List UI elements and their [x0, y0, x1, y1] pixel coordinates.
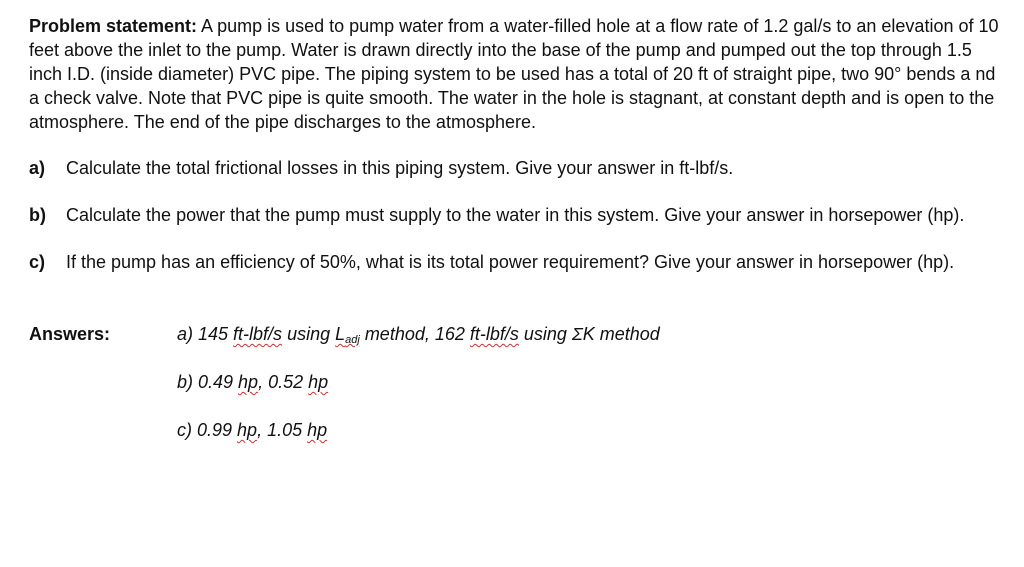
- answer-a-prefix: a) 145: [177, 324, 234, 344]
- question-c: [29, 250, 1004, 274]
- answer-c: [177, 418, 327, 442]
- document: [29, 14, 1004, 452]
- answer-c-unit-2: hp: [307, 420, 328, 440]
- question-a-text: Calculate the total frictional losses in this piping system. Give your answer in ft-lbf/s.: [66, 158, 734, 178]
- question-a: [29, 156, 1004, 180]
- answer-b-unit-1: hp: [238, 372, 259, 392]
- answer-b-middle: , 0.52: [258, 372, 309, 392]
- answer-a-method-symbol: [335, 324, 360, 344]
- answer-a-unit-2: ft-lbf/s: [469, 324, 519, 344]
- answer-a-method-main: L: [335, 324, 346, 344]
- answer-a-method-subscript: adj: [345, 334, 360, 346]
- answer-c-middle: , 1.05: [257, 420, 308, 440]
- answer-a-middle: method, 162: [359, 324, 470, 344]
- answer-b-unit-2: hp: [308, 372, 329, 392]
- answers-label: Answers:: [29, 324, 111, 344]
- answer-c-prefix: c) 0.99: [177, 420, 238, 440]
- question-b-text: Calculate the power that the pump must supply to the water in this system. Give your answer in horsepower (hp).: [66, 205, 965, 225]
- answer-b: [177, 370, 328, 394]
- question-c-text: If the pump has an efficiency of 50%, what is its total power requirement? Give your answer in horsepower (hp).: [66, 252, 955, 272]
- answer-b-prefix: b) 0.49: [177, 372, 239, 392]
- question-c-label: c): [29, 252, 46, 272]
- answer-c-unit-1: hp: [237, 420, 258, 440]
- question-b: [29, 203, 1004, 227]
- answer-a-unit-1: ft-lbf/s: [233, 324, 283, 344]
- answer-a-using: using: [282, 324, 336, 344]
- problem-statement-text: A pump is used to pump water from a water-filled hole at a flow rate of 1.2 gal/s to an elevation of 10 feet above the inlet to the pump. Water is drawn directly into the base of the pump and pumped out the top through 1.5 inch I.D. (inside diameter) PVC pipe. The piping system to be used has a total of 20 ft of straight pipe, two 90° bends a nd a check valve. Note that PVC pipe is quite smooth. The water in the hole is stagnant, at constant depth and is open to the atmosphere. The end of the pipe discharges to the atmosphere.: [29, 16, 999, 132]
- problem-statement: [29, 14, 1004, 134]
- answer-a-suffix: using ΣK method: [518, 324, 660, 344]
- problem-statement-heading: Problem statement:: [29, 16, 198, 36]
- question-a-label: a): [29, 158, 46, 178]
- answers-section: [29, 322, 1004, 452]
- question-b-label: b): [29, 205, 46, 225]
- answer-a: [177, 322, 660, 352]
